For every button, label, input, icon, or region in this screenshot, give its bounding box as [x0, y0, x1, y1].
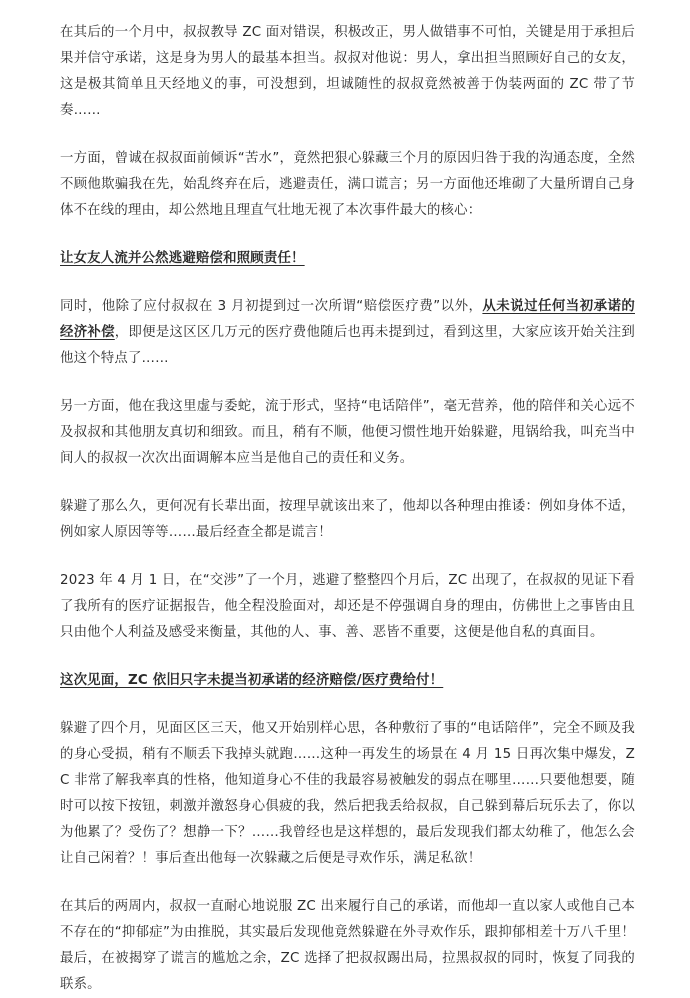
paragraph-3-after: ，即便是这区区几万元的医疗费他随后也再未提到过，看到这里，大家应该开始关注到他这个特点了……	[60, 325, 635, 366]
paragraph-6: 2023 年 4 月 1 日，在“交涉”了一个月，逃避了整整四个月后，ZC 出现了，在叔叔的见证下看了我所有的医疗证据报告，他全程没脸面对，却还是不停强调自身的理由，仿佛世上之事皆由且只由他个人利益及感受来衡量，其他的人、事、善、恶皆不重要，这便是他自私的真面目。	[60, 573, 635, 640]
paragraph-7: 躲避了四个月，见面区区三天，他又开始别样心思，各种敷衍了事的“电话陪伴”，完全不顾及我的身心受损，稍有不顺丢下我掉头就跑……这种一再发生的场景在 4 月 15 日再次集中爆发，ZC 非常了解我率真的性格，他知道身心不佳的我最容易被触发的弱点在哪里……只要他想要，随时可以按下按钮，刺激并激怒身心俱疲的我，然后把我丢给叔叔，自己躲到幕后玩乐去了，你以为他累了？受伤了？想静一下？……我曾经也是这样想的，最后发现我们都太幼稚了，他怎么会让自己闲着？！事后查出他每一次躲藏之后便是寻欢作乐，满足私欲！	[60, 721, 635, 866]
paragraph-4: 另一方面，他在我这里虚与委蛇，流于形式，坚持“电话陪伴”，毫无营养，他的陪伴和关心远不及叔叔和其他朋友真切和细致。而且，稍有不顺，他便习惯性地开始躲避，甩锅给我，叫充当中间人的叔叔一次次出面调解本应当是他自己的责任和义务。	[60, 399, 635, 466]
paragraph-3-emphasis: 从未说过任何当初承诺的经济补偿	[60, 299, 635, 340]
document-page	[60, 20, 635, 998]
paragraph-5: 躲避了那么久，更何况有长辈出面，按理早就该出来了，他却以各种理由推诿：例如身体不适，例如家人原因等等……最后经查全都是谎言！	[60, 499, 635, 540]
heading-meeting: 这次见面，ZC 依旧只字未提当初承诺的经济赔偿/医疗费给付！	[60, 673, 444, 688]
paragraph-1: 在其后的一个月中，叔叔教导 ZC 面对错误，积极改正，男人做错事不可怕，关键是用于承担后果并信守承诺，这是身为男人的最基本担当。叔叔对他说：男人，拿出担当照顾好自己的女友，这是极其简单且天经地义的事，可没想到，坦诚随性的叔叔竟然被善于伪装两面的 ZC 带了节奏……	[60, 25, 635, 118]
paragraph-3-before: 同时，他除了应付叔叔在 3 月初提到过一次所谓“赔偿医疗费”以外，	[60, 299, 483, 314]
paragraph-2: 一方面，曾诚在叔叔面前倾诉“苦水”，竟然把狠心躲藏三个月的原因归咎于我的沟通态度，全然不顾他欺骗我在先，始乱终弃在后，逃避责任，满口谎言；另一方面他还堆砌了大量所谓自己身体不在线的理由，却公然地且理直气壮地无视了本次事件最大的核心：	[60, 151, 635, 218]
paragraph-3	[60, 294, 635, 372]
heading-evasion: 让女友人流并公然逃避赔偿和照顾责任！	[60, 251, 305, 266]
paragraph-8: 在其后的两周内，叔叔一直耐心地说服 ZC 出来履行自己的承诺，而他却一直以家人或他自己本不存在的“抑郁症”为由推脱，其实最后发现他竟然躲避在外寻欢作乐，跟抑郁相差十万八千里！最后，在被揭穿了谎言的尴尬之余，ZC 选择了把叔叔踢出局，拉黑叔叔的同时，恢复了同我的联系。	[60, 899, 635, 992]
